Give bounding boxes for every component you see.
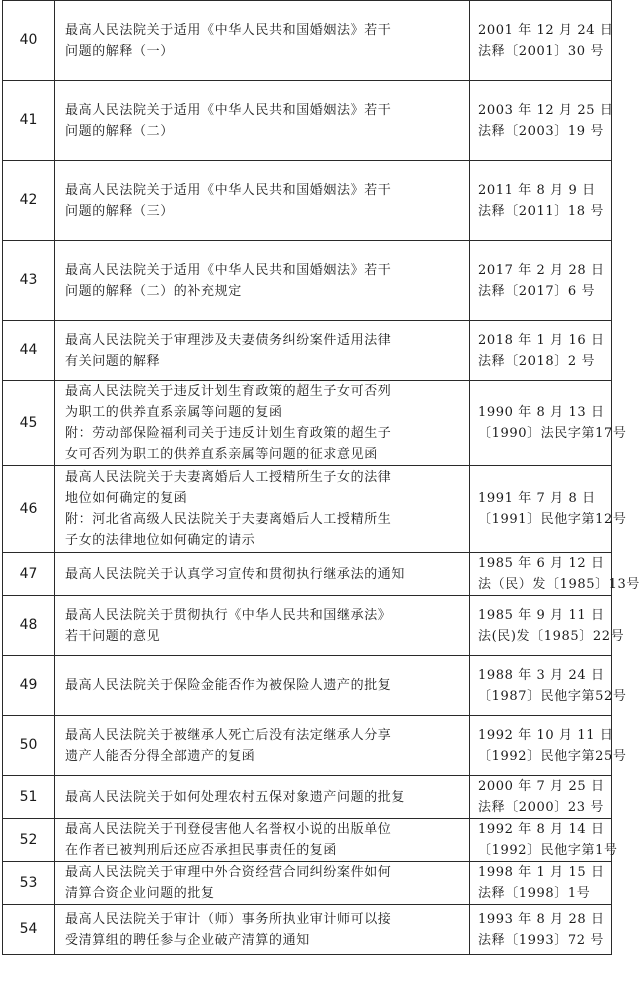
issue-date-and-number	[470, 161, 612, 241]
document-title-line: 受清算组的聘任参与企业破产清算的通知	[65, 932, 310, 948]
row-number: 45	[3, 381, 55, 466]
table-row	[3, 862, 612, 905]
document-title-line: 问题的解释（二）的补充规定	[65, 283, 242, 299]
document-number: 法释〔1993〕72 号	[478, 932, 604, 948]
table-row	[3, 161, 612, 241]
document-number: 〔1991〕民他字第12号	[478, 512, 627, 527]
table-row	[3, 553, 612, 596]
table-row	[3, 81, 612, 161]
row-number: 46	[3, 466, 55, 553]
document-title	[55, 161, 470, 241]
document-number: 法(民)发〔1985〕22号	[478, 628, 625, 644]
document-title-line: 最高人民法院关于适用《中华人民共和国婚姻法》若干	[65, 22, 392, 38]
document-title-line: 遗产人能否分得全部遗产的复函	[65, 748, 256, 764]
regulations-table-body	[3, 1, 640, 955]
document-number: 法释〔2017〕6 号	[478, 283, 596, 299]
issue-date: 1990 年 8 月 13 日	[478, 405, 605, 420]
table-row	[3, 819, 612, 862]
document-title-line: 最高人民法院关于适用《中华人民共和国婚姻法》若干	[65, 182, 392, 198]
document-title-line: 最高人民法院关于刊登侵害他人名誉权小说的出版单位	[65, 822, 392, 837]
issue-date-and-number	[470, 819, 618, 862]
table-row	[3, 776, 612, 819]
document-title-line: 最高人民法院关于审理涉及夫妻债务纠纷案件适用法律	[65, 332, 392, 348]
issue-date-and-number	[470, 776, 612, 819]
document-title	[55, 905, 470, 955]
document-title-line: 子女的法律地位如何确定的请示	[65, 533, 256, 548]
document-title-line: 最高人民法院关于适用《中华人民共和国婚姻法》若干	[65, 262, 392, 278]
document-number: 法释〔2001〕30 号	[478, 43, 604, 59]
document-number: 〔1992〕民他字第1号	[478, 843, 618, 858]
issue-date-and-number	[470, 905, 612, 955]
document-number: 法释〔2003〕19 号	[478, 123, 604, 139]
document-title-line: 若干问题的意见	[65, 628, 161, 644]
issue-date-and-number	[470, 716, 627, 776]
document-number: 法释〔2018〕2 号	[478, 353, 596, 369]
row-number: 41	[3, 81, 55, 161]
row-number: 49	[3, 656, 55, 716]
document-number: 〔1990〕法民字第17号	[478, 426, 627, 441]
document-title-line: 有关问题的解释	[65, 353, 161, 369]
document-number: 法释〔2011〕18 号	[478, 203, 604, 219]
document-title	[55, 241, 470, 321]
document-title	[55, 716, 470, 776]
row-number: 53	[3, 862, 55, 905]
document-title	[55, 656, 470, 716]
document-title	[55, 381, 470, 466]
table-row	[3, 596, 612, 656]
table-row	[3, 321, 612, 381]
row-number: 52	[3, 819, 55, 862]
issue-date-and-number	[470, 656, 627, 716]
document-number: 〔1992〕民他字第25号	[478, 748, 627, 764]
table-row	[3, 381, 612, 466]
document-title-line: 最高人民法院关于夫妻离婚后人工授精所生子女的法律	[65, 470, 392, 485]
document-title-line: 最高人民法院关于保险金能否作为被保险人遗产的批复	[65, 678, 392, 693]
row-number: 44	[3, 321, 55, 381]
issue-date-and-number	[470, 862, 612, 905]
document-title-line: 问题的解释（二）	[65, 123, 174, 139]
document-title-line: 问题的解释（一）	[65, 43, 174, 59]
document-title-line: 附：河北省高级人民法院关于夫妻离婚后人工授精所生	[65, 512, 392, 527]
issue-date: 2011 年 8 月 9 日	[478, 182, 596, 198]
row-number: 54	[3, 905, 55, 955]
document-number: 法（民）发〔1985〕13号	[478, 577, 640, 592]
document-title-line: 最高人民法院关于违反计划生育政策的超生子女可否列	[65, 384, 392, 399]
document-title	[55, 466, 470, 553]
issue-date-and-number	[470, 241, 612, 321]
regulations-table	[2, 0, 640, 955]
document-title-line: 最高人民法院关于如何处理农村五保对象遗产问题的批复	[65, 789, 406, 805]
document-title	[55, 321, 470, 381]
issue-date: 2003 年 12 月 25 日	[478, 102, 614, 118]
issue-date: 1992 年 8 月 14 日	[478, 822, 605, 837]
document-number: 法释〔1998〕1号	[478, 886, 591, 901]
document-title	[55, 596, 470, 656]
issue-date: 2000 年 7 月 25 日	[478, 779, 605, 794]
issue-date-and-number	[470, 596, 625, 656]
table-row	[3, 656, 612, 716]
row-number: 42	[3, 161, 55, 241]
document-number: 〔1987〕民他字第52号	[478, 688, 627, 704]
document-title-line: 最高人民法院关于认真学习宣传和贯彻执行继承法的通知	[65, 566, 406, 582]
issue-date: 1988 年 3 月 24 日	[478, 667, 605, 683]
document-title-line: 清算合资企业问题的批复	[65, 886, 215, 901]
issue-date: 1991 年 7 月 8 日	[478, 491, 596, 506]
issue-date: 1993 年 8 月 28 日	[478, 911, 605, 927]
row-number: 51	[3, 776, 55, 819]
issue-date-and-number	[470, 466, 627, 553]
document-title-line: 最高人民法院关于审理中外合资经营合同纠纷案件如何	[65, 865, 392, 880]
document-title-line: 最高人民法院关于审计（师）事务所执业审计师可以接	[65, 911, 392, 927]
issue-date-and-number	[470, 553, 640, 596]
document-title-line: 附：劳动部保险福利司关于违反计划生育政策的超生子	[65, 426, 392, 441]
issue-date: 1998 年 1 月 15 日	[478, 865, 605, 880]
issue-date: 1985 年 6 月 12 日	[478, 556, 605, 571]
table-row	[3, 241, 612, 321]
document-number: 法释〔2000〕23 号	[478, 800, 604, 815]
document-title-line: 女可否列为职工的供养直系亲属等问题的征求意见函	[65, 447, 378, 462]
row-number: 40	[3, 1, 55, 81]
issue-date: 2018 年 1 月 16 日	[478, 332, 605, 348]
row-number: 50	[3, 716, 55, 776]
table-row	[3, 466, 612, 553]
document-title-line: 问题的解释（三）	[65, 203, 174, 219]
document-title-line: 最高人民法院关于被继承人死亡后没有法定继承人分享	[65, 727, 392, 743]
table-row	[3, 905, 612, 955]
row-number: 43	[3, 241, 55, 321]
document-title	[55, 862, 470, 905]
issue-date-and-number	[470, 81, 612, 161]
document-title	[55, 81, 470, 161]
document-title	[55, 1, 470, 81]
document-title	[55, 553, 470, 596]
row-number: 47	[3, 553, 55, 596]
document-title	[55, 776, 470, 819]
document-title	[55, 819, 470, 862]
issue-date-and-number	[470, 321, 612, 381]
issue-date: 1985 年 9 月 11 日	[478, 607, 605, 623]
issue-date-and-number	[470, 1, 612, 81]
issue-date: 1992 年 10 月 11 日	[478, 727, 614, 743]
row-number: 48	[3, 596, 55, 656]
document-title-line: 最高人民法院关于贯彻执行《中华人民共和国继承法》	[65, 607, 392, 623]
document-title-line: 地位如何确定的复函	[65, 491, 188, 506]
table-row	[3, 1, 612, 81]
document-title-line: 最高人民法院关于适用《中华人民共和国婚姻法》若干	[65, 102, 392, 118]
document-title-line: 在作者已被判刑后还应否承担民事责任的复函	[65, 843, 338, 858]
issue-date: 2001 年 12 月 24 日	[478, 22, 614, 38]
issue-date: 2017 年 2 月 28 日	[478, 262, 605, 278]
table-row	[3, 716, 612, 776]
issue-date-and-number	[470, 381, 627, 466]
document-title-line: 为职工的供养直系亲属等问题的复函	[65, 405, 283, 420]
